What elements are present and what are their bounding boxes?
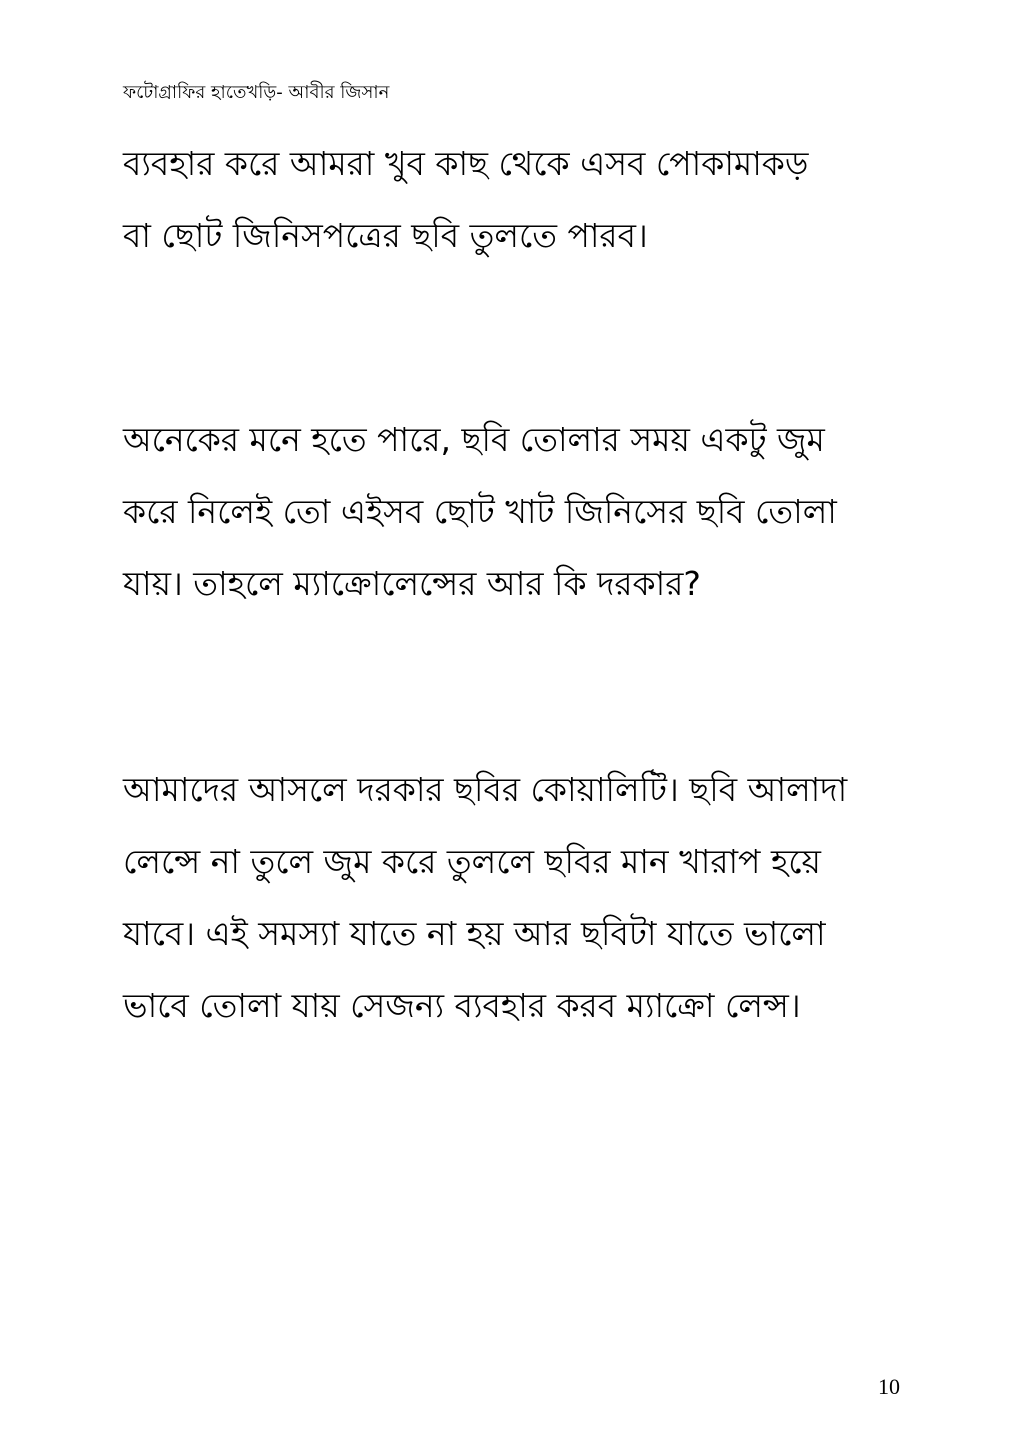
paragraph-line: অনেকের মনে হতে পারে, ছবি তোলার সময় একটু জুম bbox=[123, 420, 825, 459]
paragraph-1 bbox=[123, 128, 903, 272]
paragraph-2 bbox=[123, 404, 903, 620]
paragraph-line: ব্যবহার করে আমরা খুব কাছ থেকে এসব পোকামাকড় bbox=[123, 144, 809, 183]
paragraph-line: যায়। তাহলে ম্যাক্রোলেন্সের আর কি দরকার? bbox=[123, 564, 701, 603]
running-header: ফটোগ্রাফির হাতেখড়ি- আবীর জিসান bbox=[123, 82, 390, 103]
paragraph-line: আমাদের আসলে দরকার ছবির কোয়ালিটি। ছবি আলাদা bbox=[123, 770, 848, 809]
page-number: 10 bbox=[878, 1374, 900, 1399]
paragraph-line: যাবে। এই সমস্যা যাতে না হয় আর ছবিটা যাতে ভালো bbox=[123, 914, 826, 953]
paragraph-line: করে নিলেই তো এইসব ছোট খাট জিনিসের ছবি তোলা bbox=[123, 492, 837, 531]
paragraph-line: লেন্সে না তুলে জুম করে তুললে ছবির মান খারাপ হয়ে bbox=[123, 842, 821, 881]
paragraph-line: ভাবে তোলা যায় সেজন্য ব্যবহার করব ম্যাক্রো লেন্স। bbox=[123, 986, 801, 1025]
paragraph-3 bbox=[123, 754, 903, 1042]
paragraph-line: বা ছোট জিনিসপত্রের ছবি তুলতে পারব। bbox=[123, 216, 648, 255]
